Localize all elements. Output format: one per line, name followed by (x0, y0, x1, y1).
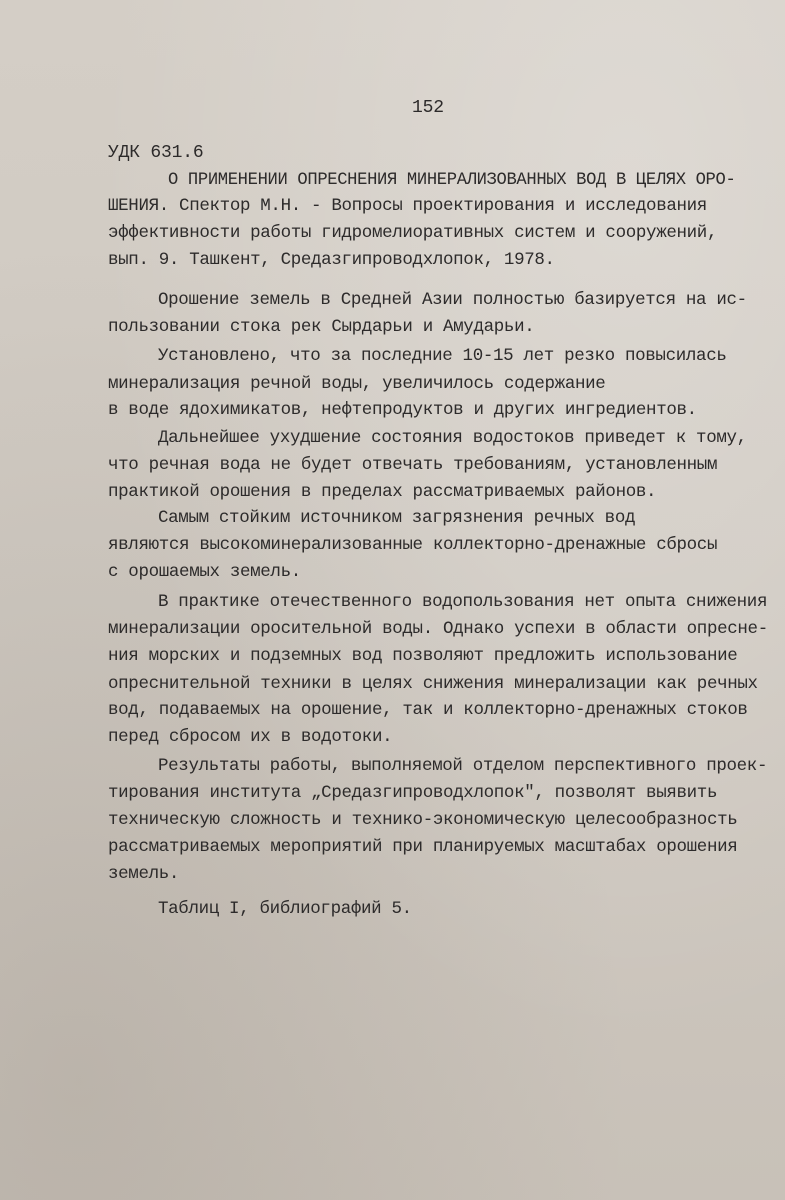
bibliography-line: вып. 9. Ташкент, Средазгипроводхлопок, 1978. (108, 250, 555, 270)
body-line: тирования института „Средазгипроводхлопок", позволят выявить (108, 783, 718, 803)
body-line: техническую сложность и технико-экономическую целесообразность (108, 810, 738, 830)
udk-code: УДК 631.6 (108, 143, 204, 163)
body-line: практикой орошения в пределах рассматриваемых районов. (108, 482, 657, 502)
body-line: опреснительной техники в целях снижения минерализации как речных (108, 674, 758, 694)
bibliography-line: О ПРИМЕНЕНИИ ОПРЕСНЕНИЯ МИНЕРАЛИЗОВАННЫХ ВОД В ЦЕЛЯХ ОРО- (168, 170, 736, 190)
body-line: Орошение земель в Средней Азии полностью базируется на ис- (158, 290, 747, 310)
body-line: Установлено, что за последние 10-15 лет резко повысилась (158, 346, 727, 366)
body-line: что речная вода не будет отвечать требованиям, установленным (108, 455, 718, 475)
body-line: перед сбросом их в водотоки. (108, 727, 393, 747)
body-line: являются высокоминерализованные коллекторно-дренажные сбросы (108, 535, 718, 555)
body-line: Дальнейшее ухудшение состояния водостоков приведет к тому, (158, 428, 747, 448)
bibliography-line: ШЕНИЯ. Спектор М.Н. - Вопросы проектирования и исследования (108, 196, 707, 216)
body-line: ния морских и подземных вод позволяют предложить использование (108, 646, 738, 666)
body-line: с орошаемых земель. (108, 562, 301, 582)
body-line: минерализации оросительной воды. Однако успехи в области опреснe- (108, 619, 768, 639)
body-line: пользовании стока рек Сырдарьи и Амударьи. (108, 317, 535, 337)
body-line: земель. (108, 864, 180, 884)
page-number: 152 (412, 98, 444, 118)
body-line: минерализация речной воды, увеличилось содержание (108, 374, 606, 394)
body-line: Результаты работы, выполняемой отделом перспективного проек- (158, 756, 768, 776)
body-line: рассматриваемых мероприятий при планируемых масштабах орошения (108, 837, 738, 857)
bibliography-line: эффективности работы гидромелиоративных систем и сооружений, (108, 223, 718, 243)
closing-line: Таблиц I, библиографий 5. (158, 899, 412, 919)
body-line: вод, подаваемых на орошение, так и коллекторно-дренажных стоков (108, 700, 748, 720)
body-line: В практике отечественного водопользования нет опыта снижения (158, 592, 768, 612)
body-line: в воде ядохимикатов, нефтепродуктов и других ингредиентов. (108, 400, 697, 420)
body-line: Самым стойким источником загрязнения речных вод (158, 508, 636, 528)
